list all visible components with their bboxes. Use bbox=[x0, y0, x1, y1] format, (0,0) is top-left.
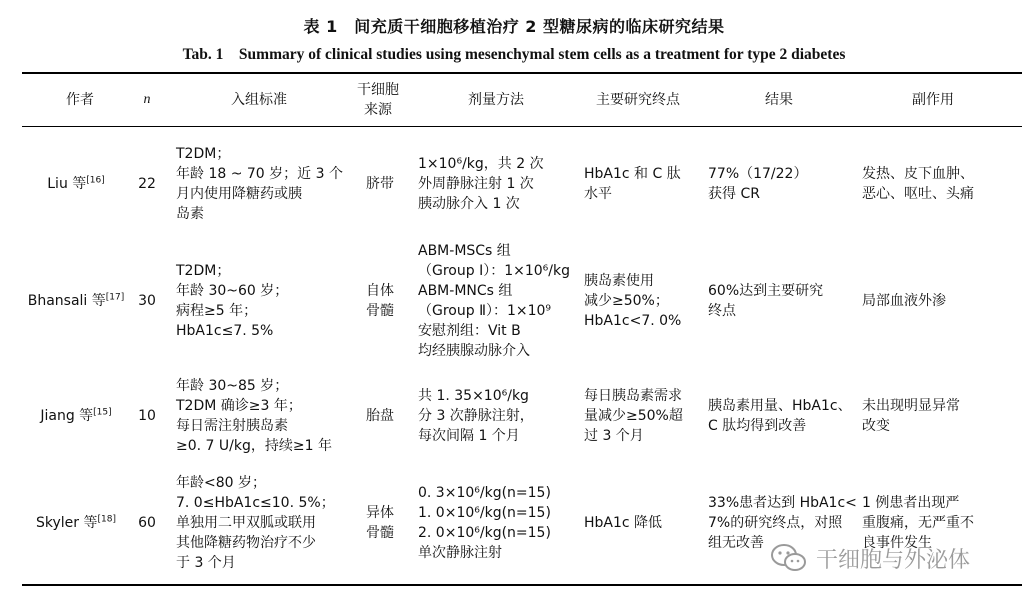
author-with-ref bbox=[40, 406, 111, 426]
result-cell-line: 终点 bbox=[708, 303, 736, 319]
result-cell-lines bbox=[708, 281, 823, 321]
adverse-cell bbox=[862, 370, 1012, 462]
dose-cell-line: 安慰剂组：Vit B bbox=[418, 323, 521, 339]
header-n: n bbox=[143, 92, 151, 107]
criteria-cell bbox=[176, 234, 348, 368]
header-source-line1: 干细胞 bbox=[357, 82, 399, 98]
endpoint-cell-line: 胰岛素使用 bbox=[584, 273, 654, 289]
endpoint-cell-lines bbox=[584, 164, 681, 204]
criteria-cell bbox=[176, 136, 348, 232]
adverse-cell-line: 局部血液外渗 bbox=[862, 293, 946, 309]
criteria-cell-line: T2DM； bbox=[176, 263, 231, 279]
header-criteria: 入组标准 bbox=[231, 92, 287, 108]
endpoint-cell-lines bbox=[584, 271, 681, 331]
criteria-cell-line: 于 3 个月 bbox=[176, 555, 236, 571]
adverse-cell-line: 良事件发生 bbox=[862, 535, 932, 551]
author-name: Jiang 等 bbox=[40, 408, 94, 424]
dose-cell-line: 0. 3×10⁶/kg(n=15) bbox=[418, 485, 551, 501]
result-cell-line: 77%（17/22） bbox=[708, 166, 808, 182]
result-cell bbox=[708, 370, 856, 462]
criteria-cell-line: 岛素 bbox=[176, 206, 204, 222]
sample-size: 10 bbox=[138, 408, 156, 424]
source-cell-lines bbox=[366, 406, 394, 426]
author-with-ref bbox=[28, 291, 125, 311]
endpoint-cell bbox=[584, 464, 702, 582]
author-name: Skyler 等 bbox=[36, 515, 98, 531]
adverse-cell-line: 恶心、呕吐、头痛 bbox=[862, 186, 974, 202]
author-name: Liu 等 bbox=[47, 176, 87, 192]
bottom-rule bbox=[22, 584, 1022, 586]
criteria-cell-line: ≥0. 7 U/kg，持续≥1 年 bbox=[176, 438, 332, 454]
endpoint-cell-line: HbA1c 降低 bbox=[584, 515, 663, 531]
adverse-cell-line: 重腹痛，无严重不 bbox=[862, 515, 974, 531]
top-rule bbox=[22, 72, 1022, 74]
adverse-cell-lines bbox=[862, 396, 960, 436]
result-cell bbox=[708, 234, 856, 368]
criteria-cell-lines bbox=[176, 144, 343, 224]
source-cell-lines bbox=[366, 174, 394, 194]
criteria-cell-line: 每日需注射胰岛素 bbox=[176, 418, 288, 434]
table-title-en: Tab. 1 Summary of clinical studies using mesenchymal stem cells as a treatment for type 2 diabetes bbox=[182, 46, 846, 63]
result-cell-line: C 肽均得到改善 bbox=[708, 418, 807, 434]
dose-cell-line: 单次静脉注射 bbox=[418, 545, 502, 561]
reference-superscript: [17] bbox=[105, 292, 125, 303]
source-cell-line: 自体 bbox=[366, 283, 394, 299]
endpoint-cell-line: 每日胰岛素需求 bbox=[584, 388, 682, 404]
header-source bbox=[348, 78, 408, 122]
reference-superscript: [16] bbox=[86, 175, 105, 186]
header-rule bbox=[22, 126, 1022, 127]
criteria-cell-line: 单独用二甲双胍或联用 bbox=[176, 515, 316, 531]
endpoint-cell-line: 减少≥50%； bbox=[584, 293, 669, 309]
endpoint-cell-line: HbA1c<7. 0% bbox=[584, 313, 682, 329]
criteria-cell-lines bbox=[176, 473, 335, 573]
criteria-cell-line: 月内使用降糖药或胰 bbox=[176, 186, 302, 202]
dose-cell-line: （Group Ⅱ）：1×10⁹ bbox=[418, 303, 552, 319]
header-adverse: 副作用 bbox=[912, 92, 954, 108]
source-cell bbox=[352, 136, 408, 232]
criteria-cell-line: 病程≥5 年； bbox=[176, 303, 258, 319]
endpoint-cell bbox=[584, 234, 702, 368]
result-cell-lines bbox=[708, 164, 807, 204]
watermark bbox=[770, 540, 970, 576]
reference-superscript: [18] bbox=[97, 514, 116, 525]
author-cell bbox=[22, 234, 130, 368]
header-result: 结果 bbox=[765, 92, 793, 108]
dose-cell-line: 均经胰腺动脉介入 bbox=[418, 343, 530, 359]
dose-cell-lines bbox=[418, 483, 551, 563]
dose-cell-line: （Group Ⅰ）：1×10⁶/kg bbox=[418, 263, 570, 279]
source-cell-line: 胎盘 bbox=[366, 408, 394, 424]
source-cell bbox=[352, 234, 408, 368]
criteria-cell-lines bbox=[176, 376, 332, 456]
result-cell-line: 组无改善 bbox=[708, 535, 764, 551]
dose-cell-lines bbox=[418, 154, 544, 214]
endpoint-cell bbox=[584, 136, 702, 232]
sample-size: 30 bbox=[138, 293, 156, 309]
result-cell bbox=[708, 136, 856, 232]
dose-cell-line: 每次间隔 1 个月 bbox=[418, 428, 520, 444]
endpoint-cell-line: HbA1c 和 C 肽 bbox=[584, 166, 681, 182]
result-cell-lines bbox=[708, 396, 852, 436]
header-source-line2: 来源 bbox=[364, 102, 392, 118]
dose-cell-line: 2. 0×10⁶/kg(n=15) bbox=[418, 525, 551, 541]
source-cell bbox=[352, 370, 408, 462]
wechat-icon bbox=[770, 543, 808, 573]
criteria-cell-line: T2DM； bbox=[176, 146, 231, 162]
dose-cell bbox=[418, 370, 578, 462]
endpoint-cell-line: 水平 bbox=[584, 186, 612, 202]
dose-cell-line: 外周静脉注射 1 次 bbox=[418, 176, 534, 192]
endpoint-cell-lines bbox=[584, 513, 662, 533]
endpoint-cell-line: 量减少≥50%超 bbox=[584, 408, 683, 424]
dose-cell-line: 分 3 次静脉注射， bbox=[418, 408, 534, 424]
criteria-cell-line: 年龄 30~60 岁； bbox=[176, 283, 289, 299]
source-cell-lines bbox=[366, 281, 394, 321]
sample-size-cell bbox=[132, 464, 162, 582]
dose-cell-line: ABM-MNCs 组 bbox=[418, 283, 513, 299]
dose-cell-line: 1. 0×10⁶/kg(n=15) bbox=[418, 505, 551, 521]
dose-cell bbox=[418, 464, 578, 582]
criteria-cell bbox=[176, 464, 348, 582]
source-cell bbox=[352, 464, 408, 582]
header-endpoint: 主要研究终点 bbox=[596, 92, 680, 108]
result-cell-line: 7%的研究终点，对照 bbox=[708, 515, 843, 531]
author-name: Bhansali 等 bbox=[27, 293, 106, 309]
dose-cell-line: 1×10⁶/kg，共 2 次 bbox=[418, 156, 544, 172]
sample-size-cell bbox=[132, 136, 162, 232]
criteria-cell-line: 年龄 30~85 岁； bbox=[176, 378, 289, 394]
criteria-cell-line: T2DM 确诊≥3 年； bbox=[176, 398, 302, 414]
source-cell-line: 骨髓 bbox=[366, 303, 394, 319]
adverse-cell bbox=[862, 136, 1012, 232]
header-dose: 剂量方法 bbox=[468, 92, 524, 108]
criteria-cell-line: 7. 0≤HbA1c≤10. 5%； bbox=[176, 495, 335, 511]
watermark-text: 干细胞与外泌体 bbox=[816, 547, 971, 573]
author-with-ref bbox=[36, 513, 116, 533]
source-cell-line: 异体 bbox=[366, 505, 394, 521]
author-with-ref bbox=[47, 174, 105, 194]
adverse-cell-lines bbox=[862, 291, 946, 311]
endpoint-cell-line: 过 3 个月 bbox=[584, 428, 644, 444]
criteria-cell-line: 其他降糖药物治疗不少 bbox=[176, 535, 316, 551]
dose-cell-lines bbox=[418, 241, 570, 361]
result-cell-line: 60%达到主要研究 bbox=[708, 283, 824, 299]
result-cell-line: 胰岛素用量、HbA1c、 bbox=[708, 398, 852, 414]
criteria-cell-line: 年龄 18 ~ 70 岁；近 3 个 bbox=[176, 166, 343, 182]
author-cell bbox=[22, 136, 130, 232]
result-cell-line: 获得 CR bbox=[708, 186, 760, 202]
sample-size-cell bbox=[132, 234, 162, 368]
sample-size: 22 bbox=[138, 176, 156, 192]
sample-size-cell bbox=[132, 370, 162, 462]
criteria-cell-line: HbA1c≤7. 5% bbox=[176, 323, 274, 339]
adverse-cell bbox=[862, 234, 1012, 368]
table-title-cn: 表 1 间充质干细胞移植治疗 2 型糖尿病的临床研究结果 bbox=[303, 17, 725, 36]
dose-cell-line: ABM-MSCs 组 bbox=[418, 243, 511, 259]
dose-cell-line: 共 1. 35×10⁶/kg bbox=[418, 388, 529, 404]
dose-cell bbox=[418, 136, 578, 232]
criteria-cell-lines bbox=[176, 261, 288, 341]
source-cell-line: 脐带 bbox=[366, 176, 394, 192]
adverse-cell-line: 发热、皮下血肿、 bbox=[862, 166, 974, 182]
endpoint-cell-lines bbox=[584, 386, 683, 446]
reference-superscript: [15] bbox=[93, 407, 112, 418]
author-cell bbox=[22, 464, 130, 582]
source-cell-lines bbox=[366, 503, 394, 543]
adverse-cell-lines bbox=[862, 164, 974, 204]
result-cell-line: 33%患者达到 HbA1c< bbox=[708, 495, 857, 511]
adverse-cell-line: 改变 bbox=[862, 418, 890, 434]
adverse-cell-line: 未出现明显异常 bbox=[862, 398, 960, 414]
dose-cell-lines bbox=[418, 386, 534, 446]
sample-size: 60 bbox=[138, 515, 156, 531]
dose-cell bbox=[418, 234, 578, 368]
adverse-cell-line: 1 例患者出现严 bbox=[862, 495, 960, 511]
author-cell bbox=[22, 370, 130, 462]
criteria-cell bbox=[176, 370, 348, 462]
criteria-cell-line: 年龄<80 岁； bbox=[176, 475, 266, 491]
endpoint-cell bbox=[584, 370, 702, 462]
source-cell-line: 骨髓 bbox=[366, 525, 394, 541]
dose-cell-line: 胰动脉介入 1 次 bbox=[418, 196, 520, 212]
header-author: 作者 bbox=[66, 92, 94, 108]
